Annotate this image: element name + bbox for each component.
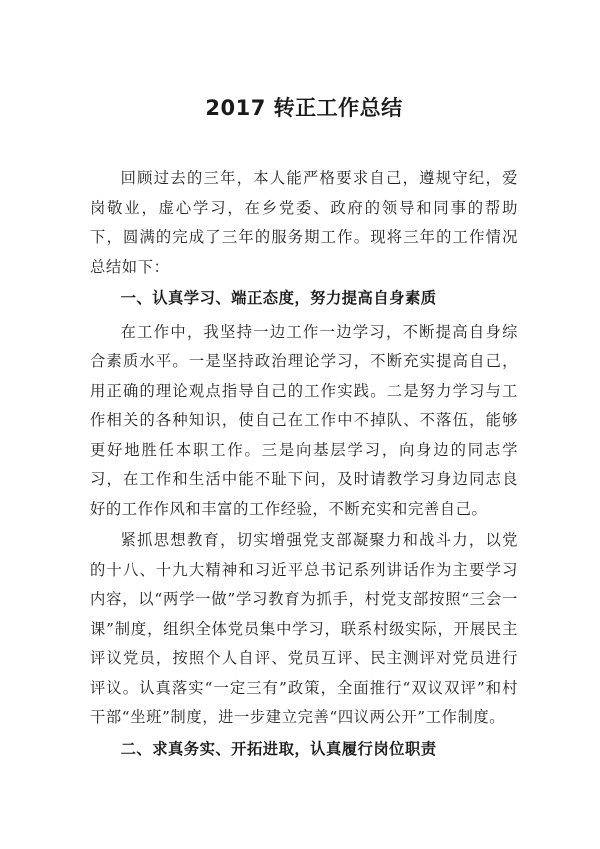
- section-1-paragraph-2: 紧抓思想教育，切实增强党支部凝聚力和战斗力，以党的十八、十九大精神和习近平总书记系列讲话作为主要学习内容，以“两学一做”学习教育为抓手，村党支部按照“三会一课”制度，组织全体党员集中学习，联系村级实际，开展民主评议党员，按照个人自评、党员互评、民主测评对党员进行评议。认真落实“一定三有”政策，全面推行“双议双评”和村干部“坐班”制度，进一步建立完善“四议两公开”工作制度。: [90, 531, 518, 726]
- section-1-paragraph-1: 在工作中，我坚持一边工作一边学习，不断提高自身综合素质水平。一是坚持政治理论学习，不断充实提高自己，用正确的理论观点指导自己的工作实践。二是努力学习与工作相关的各种知识，使自己在工作中不掉队、不落伍，能够更好地胜任本职工作。三是向基层学习，向身边的同志学习，在工作和生活中能不耻下问，及时请教学习身边同志良好的工作作风和丰富的工作经验，不断充实和完善自己。: [90, 322, 518, 518]
- section-2-heading: 二、求真务实、开拓进取，认真履行岗位职责: [120, 739, 437, 758]
- section-1-heading: 一、认真学习、端正态度，努力提高自身素质: [120, 289, 437, 307]
- intro-paragraph: 回顾过去的三年，本人能严格要求自己，遵规守纪，爱岗敬业，虚心学习，在乡党委、政府的领导和同事的帮助下，圆满的完成了三年的服务期工作。现将三年的工作情况总结如下：: [90, 169, 518, 276]
- document-title: 2017 转正工作总结: [205, 96, 403, 120]
